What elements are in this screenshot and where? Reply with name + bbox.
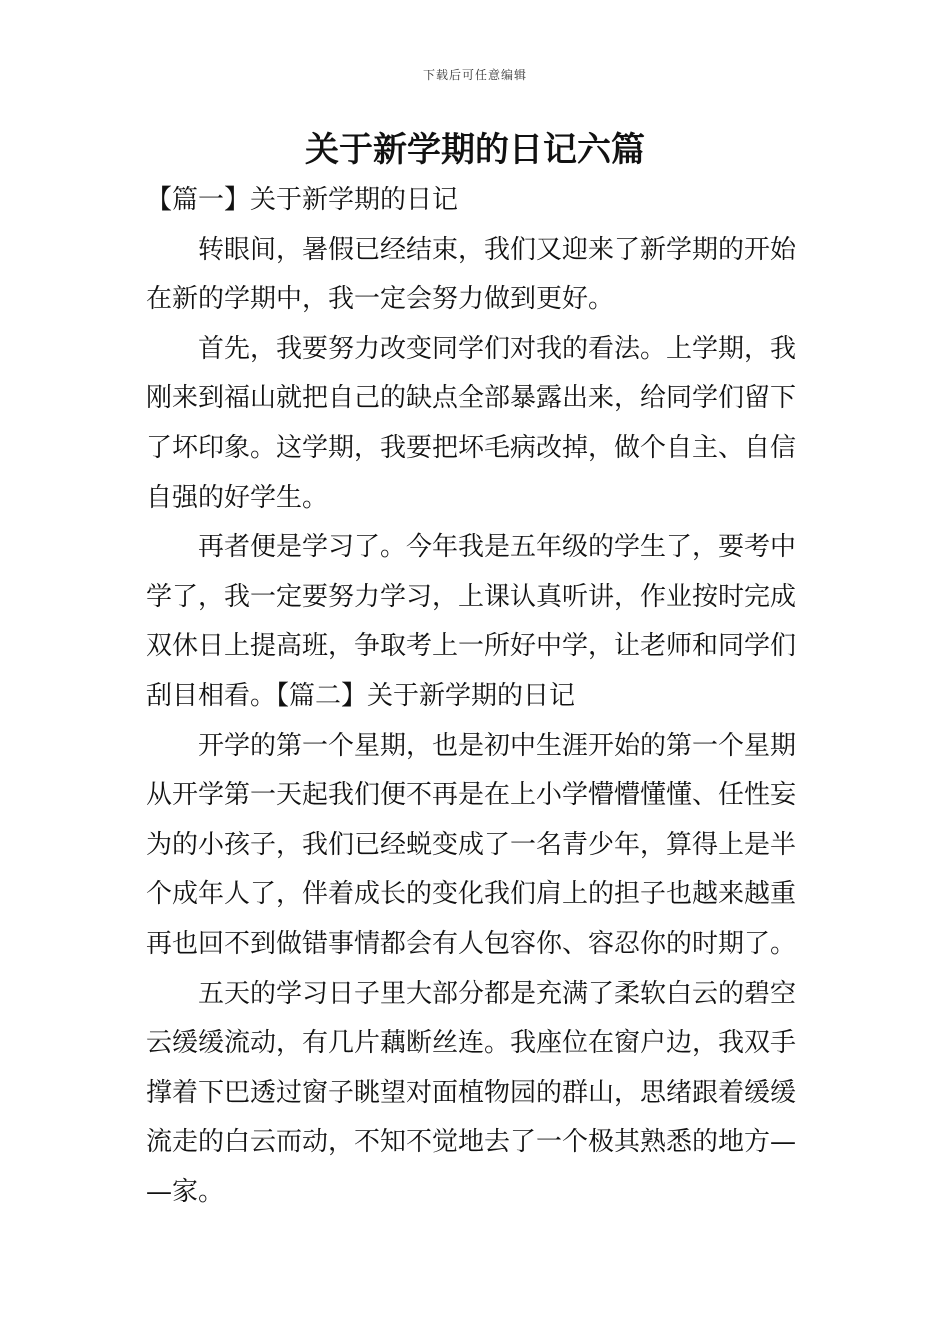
text-line: 从开学第一天起我们便不再是在上小学懵懵懂懂、任性妄 [146, 780, 797, 811]
text-line: 再也回不到做错事情都会有人包容你、容忍你的时期了。 [146, 928, 797, 959]
text-line: 撑着下巴透过窗子眺望对面植物园的群山，思绪跟着缓缓 [146, 1077, 797, 1108]
text-line: 再者便是学习了。今年我是五年级的学生了，要考中 [198, 532, 797, 563]
text-line: 五天的学习日子里大部分都是充满了柔软白云的碧空 [198, 978, 797, 1009]
text-line: 云缓缓流动，有几片藕断丝连。我座位在窗户边，我双手 [146, 1028, 797, 1059]
text-line: 开学的第一个星期，也是初中生涯开始的第一个星期 [198, 730, 797, 761]
text-line: 了坏印象。这学期，我要把坏毛病改掉，做个自主、自信 [146, 432, 797, 463]
text-line: 首先，我要努力改变同学们对我的看法。上学期，我 [198, 333, 797, 364]
text-line: 为的小孩子，我们已经蜕变成了一名青少年，算得上是半 [146, 829, 797, 860]
document-body [146, 176, 826, 1217]
document-title: 关于新学期的日记六篇 [305, 130, 645, 170]
text-line: —家。 [146, 1176, 225, 1207]
text-line: 刮目相看。【篇二】关于新学期的日记 [146, 680, 576, 711]
text-line: 转眼间，暑假已经结束，我们又迎来了新学期的开始 [198, 234, 797, 265]
text-line: 自强的好学生。 [146, 482, 329, 513]
text-line: 学了，我一定要努力学习，上课认真听讲，作业按时完成 [146, 581, 797, 612]
text-line: 流走的白云而动，不知不觉地去了一个极其熟悉的地方— [146, 1127, 797, 1158]
text-line: 【篇一】关于新学期的日记 [146, 185, 459, 215]
text-line: 个成年人了，伴着成长的变化我们肩上的担子也越来越重 [146, 879, 797, 910]
text-line: 双休日上提高班，争取考上一所好中学，让老师和同学们 [146, 631, 797, 662]
header-note: 下载后可任意编辑 [422, 68, 527, 82]
text-line: 在新的学期中，我一定会努力做到更好。 [146, 284, 615, 315]
text-line: 刚来到福山就把自己的缺点全部暴露出来，给同学们留下 [146, 383, 797, 414]
